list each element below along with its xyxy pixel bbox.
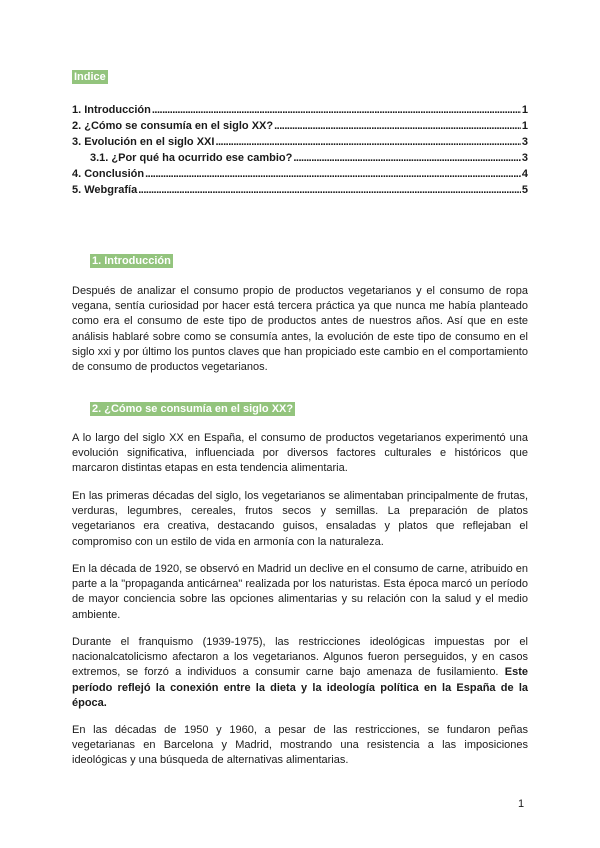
toc-entry-label: 4. Conclusión	[72, 168, 145, 180]
toc-entry-label: 3.1. ¿Por qué ha ocurrido ese cambio?	[90, 152, 293, 164]
toc-leader-dots	[293, 152, 521, 164]
toc-entry-label: 1. Introducción	[72, 104, 151, 116]
section-2-paragraph-4-text: Durante el franquismo (1939-1975), las restricciones ideológicas impuestas por el nacionalcatolicismo afectaron a los vegetarianos. Algunos fueron perseguidos, y en casos extremos, se forzó a individuos a consumir carne bajo amenaza de fusilamiento.	[72, 636, 528, 679]
toc-entry-siglo-xxi[interactable]	[72, 136, 528, 152]
section-1-heading	[90, 255, 173, 267]
toc-entry-siglo-xx[interactable]	[72, 120, 528, 136]
section-1-heading-text: 1. Introducción	[92, 255, 171, 267]
toc-entry-introduccion[interactable]	[72, 104, 528, 120]
toc-entry-label: 2. ¿Cómo se consumía en el siglo XX?	[72, 120, 274, 132]
toc-leader-dots	[145, 168, 521, 180]
toc-entry-page: 1	[521, 120, 528, 132]
section-1-paragraph: Después de analizar el consumo propio de productos vegetarianos y el consumo de ropa vegana, sentía curiosidad por hacer está tercera práctica ya que nunca me había planteado como era el consumo de este tipo de productos antes de nuestros años. Así que en este análisis hablaré sobre como se consumía antes, la evolución de este tipo de consumo en el siglo xxi y por último los puntos claves que han propiciado este cambio en el comportamiento de consumo de productos vegetarianos.	[72, 285, 528, 374]
section-2-paragraph-5: En las décadas de 1950 y 1960, a pesar de las restricciones, se fundaron peñas vegetarianas en Barcelona y Madrid, mostrando una resistencia a las imposiciones ideológicas y una búsqueda de alternativas alimentarias.	[72, 724, 528, 767]
section-2-heading-text: 2. ¿Cómo se consumía en el siglo XX?	[92, 403, 294, 415]
toc-entry-por-que-cambio[interactable]	[72, 152, 528, 168]
toc-entry-label: 5. Webgrafía	[72, 184, 138, 196]
section-2-paragraph-2: En las primeras décadas del siglo, los vegetarianos se alimentaban principalmente de frutas, verduras, legumbres, cereales, frutos secos y semillas. La preparación de platos vegetarianos era creativa, destacando guisos, ensaladas y platos que reflejaban el compromiso con un estilo de vida en armonía con la naturaleza.	[72, 490, 528, 548]
toc-entry-webgrafia[interactable]	[72, 184, 528, 200]
index-title-text: Indice	[74, 71, 106, 83]
toc-entry-page: 1	[521, 104, 528, 116]
toc-entry-page: 5	[521, 184, 528, 196]
toc-entry-page: 3	[521, 136, 528, 148]
table-of-contents	[72, 104, 528, 200]
toc-entry-label: 3. Evolución en el siglo XXI	[72, 136, 215, 148]
section-2-paragraph-4-bold: Este período reflejó la conexión entre la dieta y la ideología política en la España de la época.	[72, 666, 528, 709]
index-title	[72, 71, 108, 83]
toc-leader-dots	[152, 104, 521, 116]
section-2-paragraph-3: En la década de 1920, se observó en Madrid un declive en el consumo de carne, atribuido en parte a la "propaganda anticárnea" realizada por los naturistas. Esta época marcó un período de mayor conciencia sobre las opciones alimentarias y su relación con la salud y el medio ambiente.	[72, 563, 528, 621]
toc-leader-dots	[138, 184, 521, 196]
section-2-heading	[90, 403, 295, 415]
toc-leader-dots	[274, 120, 521, 132]
section-2-paragraph-4	[72, 635, 528, 711]
toc-entry-page: 4	[521, 168, 528, 180]
toc-entry-conclusion[interactable]	[72, 168, 528, 184]
toc-entry-page: 3	[521, 152, 528, 164]
page-number: 1	[518, 798, 525, 810]
toc-leader-dots	[215, 136, 520, 148]
section-2-paragraph-1: A lo largo del siglo XX en España, el consumo de productos vegetarianos experimentó una evolución significativa, influenciada por diversos factores culturales e históricos que marcaron distintas etapas en esta tendencia alimentaria.	[72, 432, 528, 475]
